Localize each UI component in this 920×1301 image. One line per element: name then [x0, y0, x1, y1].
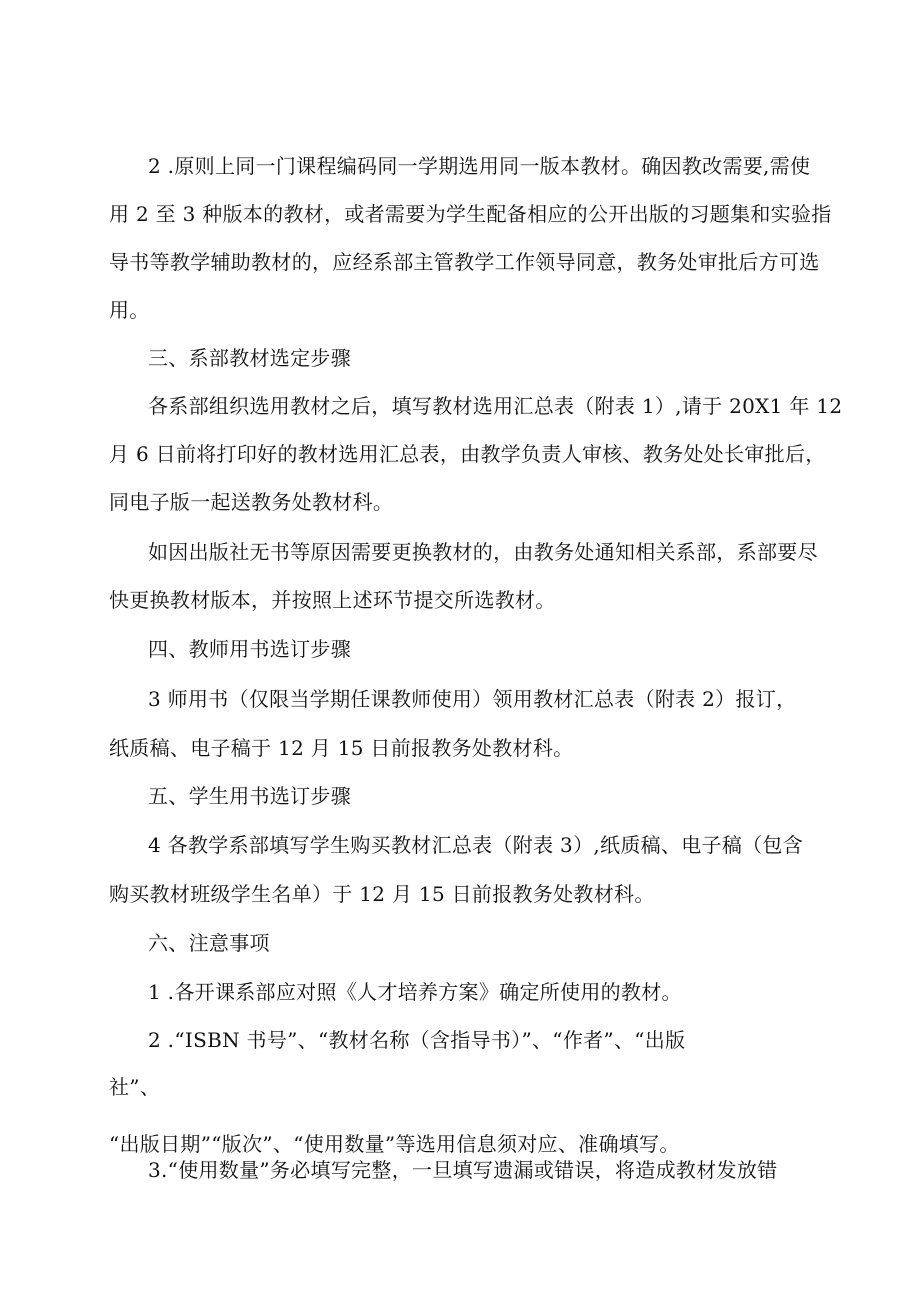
paragraph-line: 3.“使用数量”务必填写完整，一旦填写遗漏或错误，将造成教材发放错 [148, 1158, 778, 1182]
paragraph-line: 2 .原则上同一门课程编码同一学期选用同一版本教材。确因教改需要,需使 [148, 154, 811, 178]
paragraph-line: 2 .“ISBN 书号”、“教材名称（含指导书）”、“作者”、“出版 [148, 1028, 686, 1052]
paragraph-line: 同电子版一起送教务处教材科。 [109, 490, 394, 514]
paragraph-line: 月 6 日前将打印好的教材选用汇总表，由教学负责人审核、教务处处长审批后， [109, 442, 826, 466]
paragraph-line: 用。 [109, 298, 150, 322]
paragraph-line: 用 2 至 3 种版本的教材，或者需要为学生配备相应的公开出版的习题集和实验指 [109, 202, 832, 226]
section-heading: 五、学生用书选订步骤 [148, 784, 351, 808]
paragraph-line: 纸质稿、电子稿于 12 月 15 日前报教务处教材科。 [109, 736, 574, 760]
section-heading: 四、教师用书选订步骤 [148, 637, 351, 661]
paragraph-line: 如因出版社无书等原因需要更换教材的，由教务处通知相关系部，系部要尽 [148, 540, 818, 564]
paragraph-line: 社”、 [109, 1075, 161, 1099]
paragraph-line: “出版日期”“版次”、“使用数量”等选用信息须对应、准确填写。 [109, 1132, 680, 1156]
paragraph-line: 各系部组织选用教材之后，填写教材选用汇总表（附表 1）,请于 20X1 年 12 [148, 394, 843, 418]
section-heading: 三、系部教材选定步骤 [148, 346, 351, 370]
paragraph-line: 快更换教材版本，并按照上述环节提交所选教材。 [109, 588, 556, 612]
paragraph-line: 3 师用书（仅限当学期任课教师使用）领用教材汇总表（附表 2）报订， [148, 687, 797, 711]
paragraph-line: 1 .各开课系部应对照《人才培养方案》确定所使用的教材。 [148, 980, 682, 1004]
paragraph-line: 4 各教学系部填写学生购买教材汇总表（附表 3）,纸质稿、电子稿（包含 [148, 833, 804, 857]
section-heading: 六、注意事项 [148, 931, 270, 955]
paragraph-line: 购买教材班级学生名单）于 12 月 15 日前报教务处教材科。 [109, 882, 655, 906]
paragraph-line: 导书等教学辅助教材的，应经系部主管教学工作领导同意，教务处审批后方可选 [109, 250, 820, 274]
